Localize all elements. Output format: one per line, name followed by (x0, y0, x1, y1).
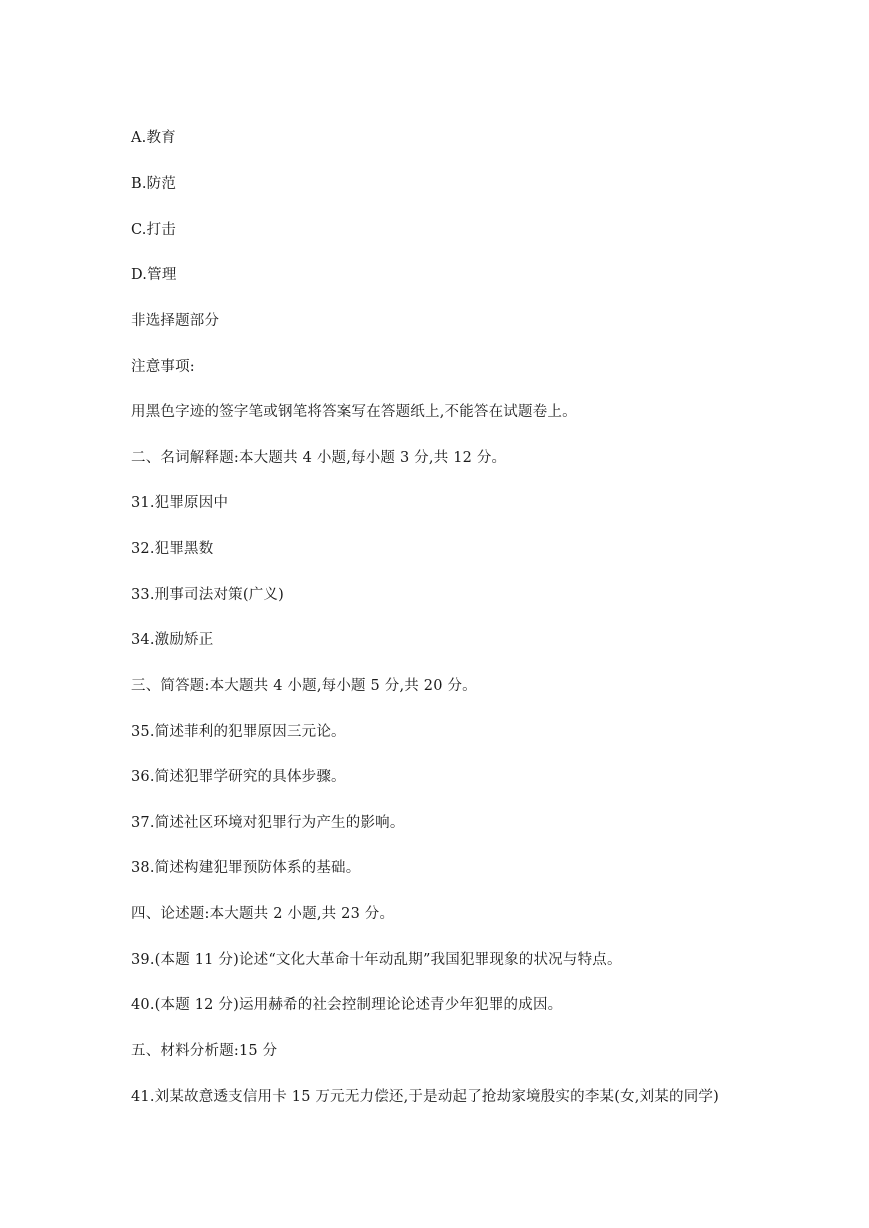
notice-text: 用黑色字迹的签字笔或钢笔将答案写在答题纸上,不能答在试题卷上。 (131, 404, 577, 420)
part4-heading: 四、论述题:本大题共 2 小题,共 23 分。 (131, 906, 395, 922)
option-b: B.防范 (131, 176, 177, 192)
question-41: 41.刘某故意透支信用卡 15 万元无力偿还,于是动起了抢劫家境殷实的李某(女,刘某的同学) (131, 1089, 719, 1105)
notice-title: 注意事项: (131, 359, 195, 375)
part3-heading: 三、简答题:本大题共 4 小题,每小题 5 分,共 20 分。 (131, 678, 477, 694)
question-40: 40.(本题 12 分)运用赫希的社会控制理论论述青少年犯罪的成因。 (131, 997, 563, 1013)
question-37: 37.简述社区环境对犯罪行为产生的影响。 (131, 815, 405, 831)
question-36: 36.简述犯罪学研究的具体步骤。 (131, 769, 346, 785)
question-34: 34.激励矫正 (131, 632, 214, 648)
option-a: A.教育 (131, 130, 176, 146)
part2-heading: 二、名词解释题:本大题共 4 小题,每小题 3 分,共 12 分。 (131, 450, 507, 466)
question-31: 31.犯罪原因中 (131, 495, 229, 511)
option-d: D.管理 (131, 267, 177, 283)
question-38: 38.简述构建犯罪预防体系的基础。 (131, 860, 361, 876)
section-title: 非选择题部分 (131, 313, 220, 329)
part5-heading: 五、材料分析题:15 分 (131, 1043, 278, 1059)
option-c: C.打击 (131, 222, 176, 238)
question-39: 39.(本题 11 分)论述“文化大革命十年动乱期”我国犯罪现象的状况与特点。 (131, 952, 622, 968)
question-32: 32.犯罪黑数 (131, 541, 214, 557)
question-35: 35.简述菲利的犯罪原因三元论。 (131, 724, 346, 740)
question-33: 33.刑事司法对策(广义) (131, 587, 284, 603)
